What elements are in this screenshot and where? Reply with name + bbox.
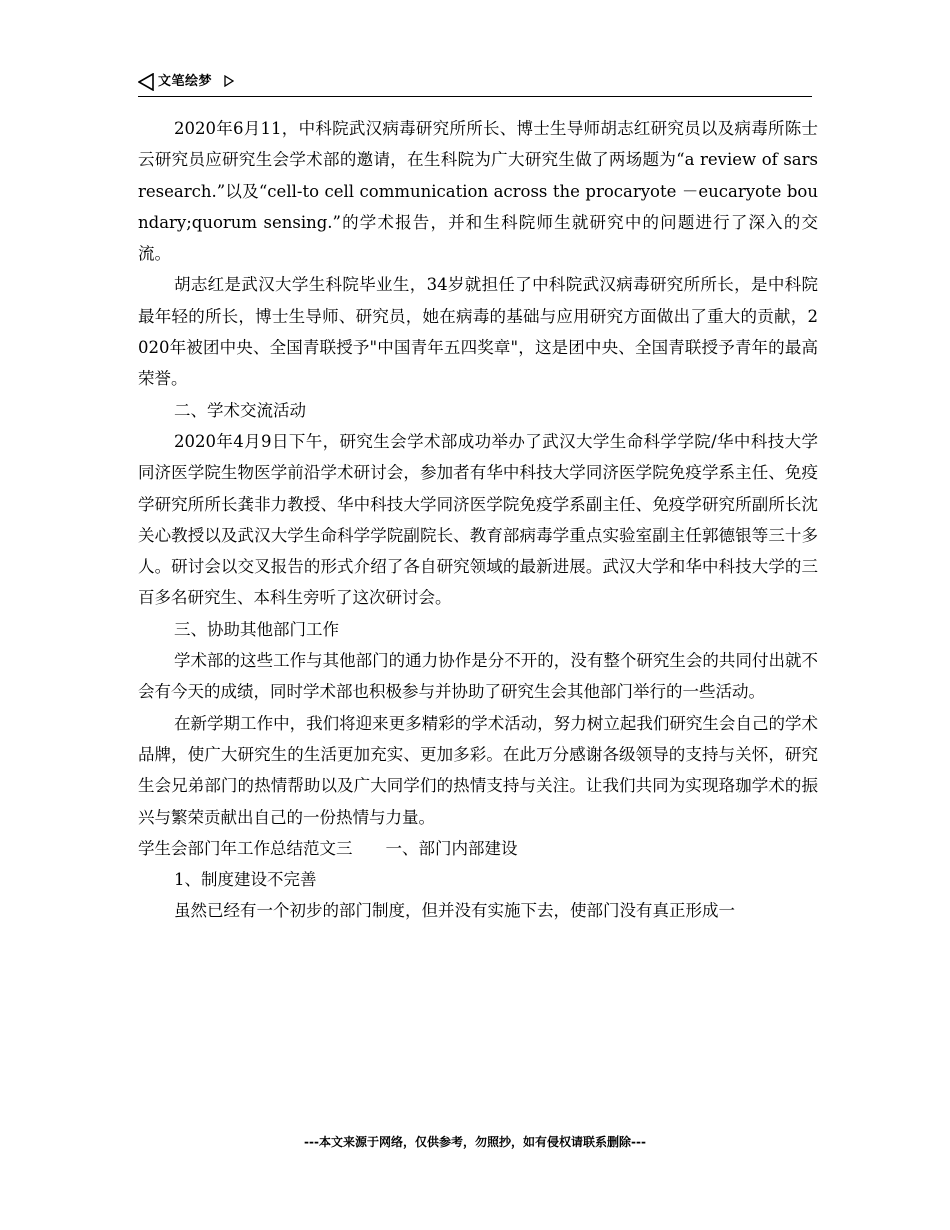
- paragraph-department-system: 虽然已经有一个初步的部门制度，但并没有实施下去，使部门没有真正形成一: [174, 901, 735, 921]
- paragraph-symposium: 2020年4月9日下午，研究生会学术部成功举办了武汉大学生命科学学院/华中科技大学同济医学院生物医学前沿学术研讨会，参加者有华中科技大学同济医学院免疫学系主任、免疫学研究所所长龚非力教授、华中科技大学同济医学院免疫学系副主任、免疫学研究所副所长沈关心教授以及武汉大学生命科学学院副院长、教育部病毒学重点实验室副主任郭德银等三十多人。研讨会以交叉报告的形式介绍了各自研究领域的最新进展。武汉大学和华中科技大学的三百多名研究生、本科生旁听了这次研讨会。: [138, 431, 818, 608]
- paragraph-new-semester: 在新学期工作中，我们将迎来更多精彩的学术活动，努力树立起我们研究生会自己的学术品牌，使广大研究生的生活更加充实、更加多彩。在此万分感谢各级领导的支持与关怀，研究生会兄弟部门的热情帮助以及广大同学们的热情支持与关注。让我们共同为实现珞珈学术的振兴与繁荣贡献出自己的一份热情与力量。: [138, 713, 818, 827]
- section-heading-assist-departments: 三、协助其他部门工作: [174, 619, 339, 639]
- paragraph-lecture-report: 2020年6月11，中科院武汉病毒研究所所长、博士生导师胡志红研究员以及病毒所陈士云研究员应研究生会学术部的邀请，在生科院为广大研究生做了两场题为“a review of sars research.”以及“cell-to cell communication across the procaryote －eucaryote boundary;quorum sensing.”的学术报告，并和生科院师生就研究中的问题进行了深入的交流。: [138, 119, 818, 264]
- subsection-heading-system-building: 1、制度建设不完善: [174, 870, 317, 890]
- triangle-left-icon: [138, 73, 154, 91]
- triangle-right-icon: [224, 75, 234, 87]
- page-header: [138, 70, 812, 97]
- paragraph-cooperation: 学术部的这些工作与其他部门的通力协作是分不开的，没有整个研究生会的共同付出就不会有今天的成绩，同时学术部也积极参与并协助了研究生会其他部门举行的一些活动。: [138, 651, 818, 702]
- document-section-title: 学生会部门年工作总结范文三 一、部门内部建设: [138, 838, 518, 858]
- paragraph-hu-zhihong-bio: 胡志红是武汉大学生科院毕业生，34岁就担任了中科院武汉病毒研究所所长，是中科院最年轻的所长，博士生导师、研究员，她在病毒的基础与应用研究方面做出了重大的贡献，2020年被团中央、全国青联授予"中国青年五四奖章"，这是团中央、全国青联授予青年的最高荣誉。: [138, 275, 818, 389]
- header-brand: 文笔绘梦: [158, 74, 213, 89]
- section-heading-academic-exchange: 二、学术交流活动: [174, 400, 306, 420]
- document-body: [138, 113, 818, 927]
- page-footer-disclaimer: ---本文来源于网络，仅供参考，勿照抄，如有侵权请联系删除---: [304, 1135, 646, 1149]
